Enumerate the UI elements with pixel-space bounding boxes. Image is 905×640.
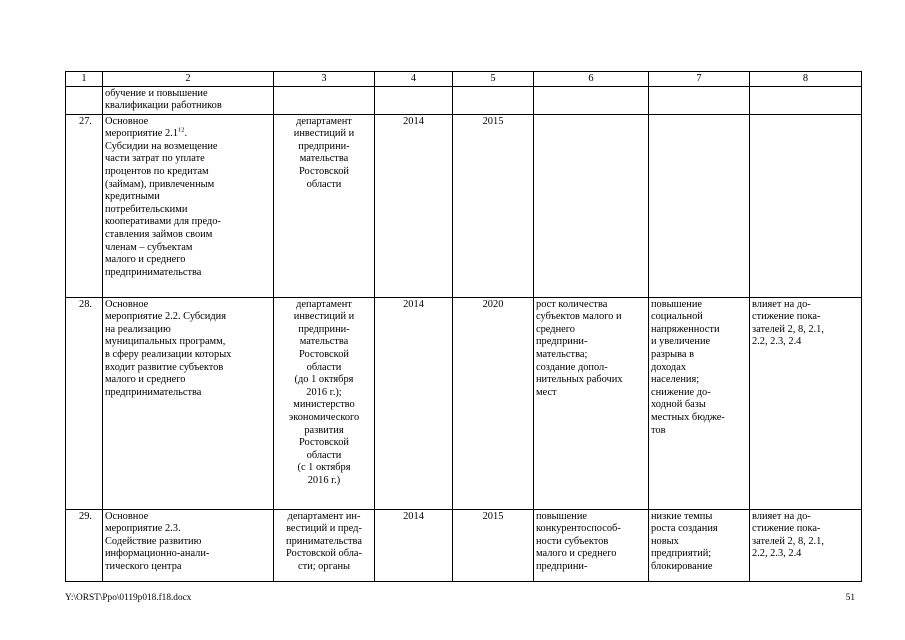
cell-link: влияет на до- стижение пока- зателей 2, 8, 2.1, 2.2, 2.3, 2.4 [750, 297, 862, 509]
cell-end: 2020 [453, 297, 534, 509]
cell-executor: департамент инвестиций и предприни- мательства Ростовской области [274, 114, 375, 297]
cell-start: 2014 [375, 509, 453, 581]
cell-result [534, 86, 649, 114]
table-header-row [66, 72, 862, 87]
cell-result: повышение конкурентоспособ- ности субъектов малого и среднего предприни- [534, 509, 649, 581]
cell-executor: департамент инвестиций и предприни- мательства Ростовской области (до 1 октября 2016 г.); министерство экономического развития Ростовской области (с 1 октября 2016 г.) [274, 297, 375, 509]
table-row [66, 509, 862, 581]
footer-file-path: Y:\ORST\Ppo\0119p018.f18.docx [65, 593, 192, 603]
cell-result [534, 114, 649, 297]
cell-end: 2015 [453, 114, 534, 297]
column-header: 7 [649, 72, 750, 87]
column-header: 8 [750, 72, 862, 87]
page-number: 51 [845, 593, 855, 603]
cell-num [66, 86, 103, 114]
document-table [65, 71, 862, 582]
event-text: Основное мероприятие 2.1 [105, 115, 178, 140]
cell-num: 29. [66, 509, 103, 581]
column-header: 6 [534, 72, 649, 87]
cell-result: рост количества субъектов малого и среднего предприни- мательства; создание допол- нительных рабочих мест [534, 297, 649, 509]
column-header: 2 [103, 72, 274, 87]
cell-link [750, 114, 862, 297]
cell-num: 27. [66, 114, 103, 297]
cell-event: обучение и повышение квалификации работников [103, 86, 274, 114]
cell-event: Основное мероприятие 2.2. Субсидия на реализацию муниципальных программ, в сферу реализации которых входит развитие субъектов малого и среднего предпринимательства [103, 297, 274, 509]
cell-start: 2014 [375, 297, 453, 509]
cell-end [453, 86, 534, 114]
table-row-continuation [66, 86, 862, 114]
cell-consequence: низкие темпы роста создания новых предприятий; блокирование [649, 509, 750, 581]
cell-num: 28. [66, 297, 103, 509]
column-header: 5 [453, 72, 534, 87]
column-header: 1 [66, 72, 103, 87]
cell-executor: департамент ин- вестиций и пред- принимательства Ростовской обла- сти; органы [274, 509, 375, 581]
cell-link: влияет на до- стижение пока- зателей 2, 8, 2.1, 2.2, 2.3, 2.4 [750, 509, 862, 581]
cell-event [103, 114, 274, 297]
column-header: 4 [375, 72, 453, 87]
cell-consequence [649, 114, 750, 297]
event-text-tail: . Субсидии на возмещение части затрат по уплате процентов по кредитам (займам), привлеченным кредитными потребительскими кооперативами для предо- ставления займов своим членам – субъектам малого и среднего предпринимательства [105, 128, 221, 278]
footnote-ref: 12 [177, 126, 185, 134]
cell-end: 2015 [453, 509, 534, 581]
cell-executor [274, 86, 375, 114]
cell-start: 2014 [375, 114, 453, 297]
cell-event: Основное мероприятие 2.3. Содействие развитию информационно-анали- тического центра [103, 509, 274, 581]
column-header: 3 [274, 72, 375, 87]
cell-consequence: повышение социальной напряженности и увеличение разрыва в доходах населения; снижение до- ходной базы местных бюдже- тов [649, 297, 750, 509]
table-row [66, 114, 862, 297]
cell-consequence [649, 86, 750, 114]
cell-start [375, 86, 453, 114]
table-row [66, 297, 862, 509]
cell-link [750, 86, 862, 114]
